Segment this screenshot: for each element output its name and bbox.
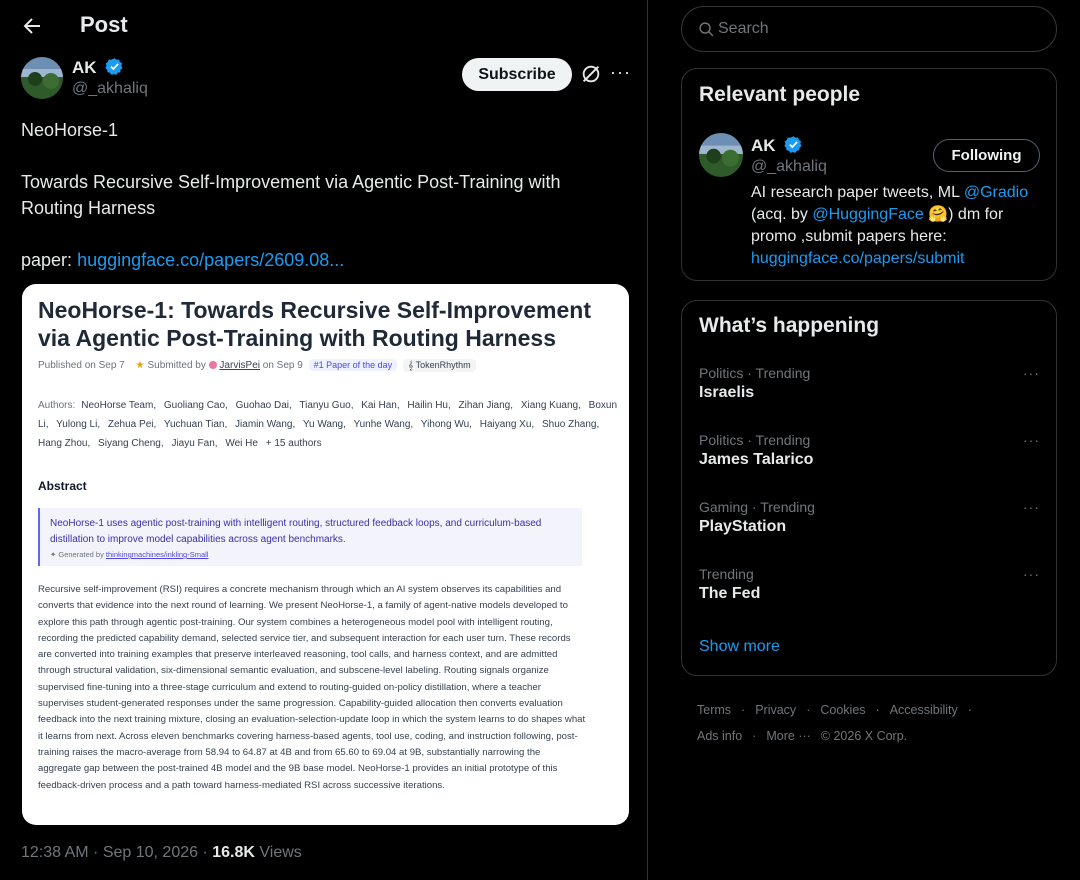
- hugging-face-emoji: 🤗: [928, 206, 949, 223]
- verified-badge-icon: [784, 135, 803, 154]
- avatar[interactable]: [21, 57, 63, 99]
- org-badge: 𝄞 TokenRhythm: [403, 359, 476, 372]
- submitter-avatar: [209, 361, 217, 369]
- paper-of-the-day-badge: #1 Paper of the day: [309, 359, 398, 371]
- relevant-people-panel: [681, 68, 1057, 281]
- footer-link[interactable]: Accessibility: [889, 703, 958, 717]
- footer-link[interactable]: Ads info: [697, 729, 743, 743]
- author-item: Hang Zhou,: [38, 438, 91, 449]
- author-item: Boxun Li,: [38, 400, 618, 430]
- submit-link[interactable]: huggingface.co/papers/submit: [751, 250, 965, 267]
- author-item: NeoHorse Team,: [81, 400, 157, 411]
- right-sidebar: [648, 0, 1080, 880]
- footer-link[interactable]: Cookies: [820, 703, 866, 717]
- author-item: Zehua Pei,: [107, 419, 157, 430]
- star-icon: ★: [135, 360, 145, 371]
- search-icon: [698, 21, 715, 38]
- back-arrow-icon[interactable]: [20, 14, 44, 38]
- search-input[interactable]: [681, 6, 1057, 52]
- org-icon: 𝄞: [407, 360, 416, 370]
- card-meta: Published on Sep 7 ★ Submitted by JarvisPei on Sep 9 #1 Paper of the day 𝄞 TokenRhythm: [38, 359, 476, 372]
- author-item: Jiayu Fan,: [171, 438, 218, 449]
- more-options-icon[interactable]: ···: [610, 62, 631, 82]
- post-header: [0, 0, 648, 52]
- paper-card-image[interactable]: [22, 284, 629, 825]
- footer-links: Terms · Privacy · Cookies · Accessibility · Ads info · More ··· © 2026 X Corp.: [697, 703, 972, 743]
- author-item: Yunhe Wang,: [353, 419, 414, 430]
- abstract-heading: Abstract: [38, 479, 87, 493]
- mention-link[interactable]: @HuggingFace: [812, 206, 924, 223]
- footer-link[interactable]: More ···: [766, 729, 811, 743]
- author-item: Haiyang Xu,: [479, 419, 535, 430]
- relevant-people-heading: Relevant people: [699, 83, 861, 106]
- author-handle[interactable]: @_akhaliq: [72, 80, 148, 97]
- author-item: Kai Han,: [361, 400, 400, 411]
- abstract-text: Recursive self-improvement (RSI) requires a concrete mechanism through which an AI system observes its capabilities and converts that evidence into the next round of learning. We present NeoHorse-1, a family of agent-native models developed to explore this path through agentic post-training. Our system combines a heterogeneous model pool with intelligent routing, recording the predicted capability demand, selected service tier, and subsequent interaction for each user turn. These records are converted into training examples that preserve interleaved reasoning, tool calls, and harness context, and are admitted through structural validation, six-dimensional semantic evaluation, and subscene-level labeling. Routing signals organize supervised fine-tuning into a three-stage curriculum and extend to routing-guided on-policy distillation, where a teacher supervises student-generated responses under the same progression. Capability-guided allocation then converts evaluation feedback into the next training mixture, closing an evaluation-selection-update loop in which the system learns to do shapes what it learns from next. Across eleven benchmarks covering harness-based agents, tool use, coding, and instruction following, post-training raises the macro-average from 58.94 to 64.87 at 4B and from 65.60 to 69.04 at 9B, substantially narrowing the aggregate gap between the post-trained 4B model and the 9B base model. NeoHorse-1 provides an initial prototype of this feedback-driven process and a path toward harness-mediated RSI across successive iterations.: [38, 584, 586, 791]
- ai-summary: NeoHorse-1 uses agentic post-training with intelligent routing, structured feedback loops, and curriculum-based distillation to improve model capabilities across agent benchmarks. ✦ Generated by thinkingmachines/inkling-Small: [38, 508, 582, 566]
- more-options-icon[interactable]: ···: [1023, 566, 1040, 582]
- post-subtitle-line: Towards Recursive Self-Improvement via Agentic Post-Training with Routing Harness: [21, 172, 561, 218]
- footer-link[interactable]: Terms: [697, 703, 732, 717]
- author-item: Jiamin Wang,: [235, 419, 296, 430]
- search-placeholder: Search: [718, 20, 769, 37]
- paper-link[interactable]: huggingface.co/papers/2609.08...: [77, 250, 345, 270]
- author-item: Yihong Wu,: [420, 419, 472, 430]
- show-more-link[interactable]: Show more: [699, 638, 780, 655]
- card-title: NeoHorse-1: Towards Recursive Self-Improvement via Agentic Post-Training with Routing Harness: [38, 297, 592, 351]
- author-item: Hailin Hu,: [407, 400, 451, 411]
- person-bio: AI research paper tweets, ML @Gradio (acq. by @HuggingFace 🤗) dm for promo ,submit papers here: huggingface.co/papers/submit: [751, 184, 1029, 267]
- author-item: Yulong Li,: [56, 419, 101, 430]
- author-item: Zihan Jiang,: [458, 400, 514, 411]
- trend-item[interactable]: Politics · Trending Israelis ···: [699, 365, 1040, 401]
- following-button[interactable]: Following: [933, 139, 1040, 172]
- trend-item[interactable]: Politics · Trending James Talarico ···: [699, 432, 1040, 468]
- subscribe-button[interactable]: Subscribe: [462, 58, 572, 91]
- avatar[interactable]: [699, 133, 743, 177]
- card-authors: Authors: NeoHorse Team, Guoliang Cao, Guohao Dai, Tianyu Guo, Kai Han, Hailin Hu, Zihan Jiang, Xiang Kuang, Boxun Li, Yulong Li, Zehua Pei, Yuchuan Tian, Jiamin Wang, Yu Wang, Yunhe Wang, Yihong Wu, Haiyang Xu, Shuo Zhang, Hang Zhou, Siyang Cheng, Jiayu Fan, Wei He + 15 authors: [38, 400, 618, 449]
- whats-happening-panel: [681, 300, 1057, 676]
- author-item: Guohao Dai,: [235, 400, 292, 411]
- author-item: Yu Wang,: [302, 419, 346, 430]
- person-handle[interactable]: @_akhaliq: [751, 158, 827, 175]
- author-item: Yuchuan Tian,: [163, 419, 228, 430]
- more-options-icon[interactable]: ···: [1023, 432, 1040, 448]
- author-item: Tianyu Guo,: [299, 400, 354, 411]
- footer-link[interactable]: Privacy: [755, 703, 797, 717]
- page-title: Post: [80, 12, 128, 37]
- views-count: 16.8K: [212, 844, 255, 861]
- post-timestamp: 12:38 AM · Sep 10, 2026 · 16.8K Views: [21, 844, 302, 861]
- more-options-icon[interactable]: ···: [1023, 365, 1040, 381]
- author-item: Guoliang Cao,: [163, 400, 228, 411]
- trend-item[interactable]: Trending The Fed ···: [699, 566, 1040, 602]
- post-paper-line: paper: huggingface.co/papers/2609.08...: [21, 250, 345, 270]
- author-name[interactable]: AK: [72, 57, 124, 78]
- author-item: Wei He: [225, 438, 258, 449]
- person-name[interactable]: AK: [751, 135, 803, 156]
- verified-badge-icon: [105, 57, 124, 76]
- post-title-line: NeoHorse-1: [21, 120, 119, 140]
- sparkle-icon: ✦: [50, 550, 59, 559]
- mention-link[interactable]: @Gradio: [963, 184, 1029, 201]
- author-item: Siyang Cheng,: [98, 438, 164, 449]
- whats-happening-heading: What’s happening: [699, 314, 880, 337]
- author-item: Shuo Zhang,: [541, 419, 600, 430]
- grok-icon[interactable]: [580, 63, 602, 85]
- author-item: Xiang Kuang,: [520, 400, 581, 411]
- post-text: [21, 117, 621, 299]
- trend-item[interactable]: Gaming · Trending PlayStation ···: [699, 499, 1040, 535]
- more-options-icon[interactable]: ···: [1023, 499, 1040, 515]
